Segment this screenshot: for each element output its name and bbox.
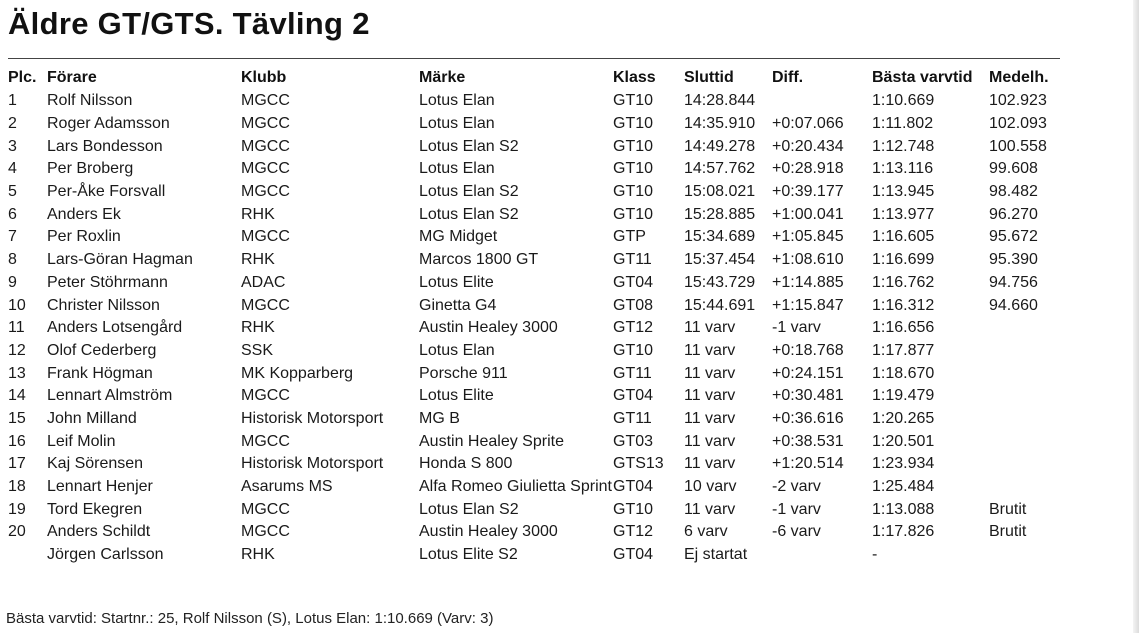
- cell-club: RHK: [241, 319, 275, 337]
- cell-class: GT12: [613, 319, 654, 337]
- cell-avg-speed: [989, 544, 1079, 567]
- cell-avg-speed: [989, 408, 1079, 431]
- cell-make: Lotus Elite: [419, 387, 494, 405]
- cell-avg-speed: [989, 430, 1079, 453]
- cell-time: 15:43.729: [684, 273, 756, 291]
- cell-best-lap: 1:16.762: [872, 273, 935, 291]
- cell-class: GT04: [613, 546, 654, 564]
- header-time: Sluttid: [684, 69, 734, 86]
- cell-plc: 4: [8, 160, 17, 178]
- cell-time: 11 varv: [684, 409, 736, 427]
- table-row: [4, 521, 1079, 544]
- cell-club: RHK: [241, 251, 275, 269]
- table-row: [4, 272, 1079, 295]
- cell-diff: +0:20.434: [772, 137, 844, 155]
- cell-time: 15:44.691: [684, 296, 756, 314]
- cell-diff: -2 varv: [772, 478, 821, 496]
- cell-driver: Peter Stöhrmann: [47, 273, 168, 291]
- cell-plc: 14: [8, 387, 26, 405]
- cell-best-lap: 1:16.605: [872, 228, 935, 246]
- cell-best-lap: 1:18.670: [872, 364, 935, 382]
- table-row: [4, 385, 1079, 408]
- cell-make: Alfa Romeo Giulietta Sprint: [419, 478, 612, 496]
- cell-plc: 5: [8, 183, 17, 201]
- cell-plc: 15: [8, 409, 26, 427]
- table-row: [4, 476, 1079, 499]
- cell-plc: 8: [8, 251, 17, 269]
- cell-avg-speed: Brutit: [989, 500, 1027, 518]
- table-row: [4, 158, 1079, 181]
- cell-plc: 11: [8, 319, 25, 337]
- cell-plc: 9: [8, 273, 17, 291]
- title-divider: [8, 58, 1060, 59]
- cell-avg-speed: 100.558: [989, 137, 1047, 155]
- table-row: [4, 181, 1079, 204]
- cell-time: 6 varv: [684, 523, 728, 541]
- cell-driver: Anders Ek: [47, 205, 121, 223]
- cell-driver: Kaj Sörensen: [47, 455, 144, 473]
- page-title: Äldre GT/GTS. Tävling 2: [8, 6, 370, 41]
- cell-best-lap: 1:16.656: [872, 319, 935, 337]
- cell-make: Lotus Elan: [419, 160, 495, 178]
- cell-diff: +0:36.616: [772, 409, 844, 427]
- cell-class: GTS13: [613, 455, 664, 473]
- cell-class: GT10: [613, 205, 654, 223]
- cell-diff: +1:20.514: [772, 455, 844, 473]
- cell-best-lap: 1:25.484: [872, 478, 935, 496]
- cell-diff: -1 varv: [772, 319, 821, 337]
- cell-best-lap: 1:19.479: [872, 387, 935, 405]
- cell-plc: 1: [8, 92, 17, 110]
- cell-make: Austin Healey 3000: [419, 319, 558, 337]
- cell-plc: 2: [8, 115, 17, 133]
- cell-plc: 10: [8, 296, 26, 314]
- cell-best-lap: 1:11.802: [872, 115, 934, 133]
- cell-time: 11 varv: [684, 387, 736, 405]
- cell-time: 11 varv: [684, 455, 736, 473]
- cell-club: MK Kopparberg: [241, 364, 354, 382]
- cell-avg-speed: [989, 317, 1079, 340]
- cell-plc: 17: [8, 455, 26, 473]
- cell-make: Lotus Elan S2: [419, 500, 519, 518]
- cell-club: Historisk Motorsport: [241, 409, 384, 427]
- header-row: [4, 66, 1079, 90]
- cell-driver: Frank Högman: [47, 364, 153, 382]
- best-lap-footer: Bästa varvtid: Startnr.: 25, Rolf Nilsson (S), Lotus Elan: 1:10.669 (Varv: 3): [6, 610, 494, 627]
- cell-class: GTP: [613, 228, 646, 246]
- cell-best-lap: 1:10.669: [872, 92, 935, 110]
- cell-make: Austin Healey 3000: [419, 523, 558, 541]
- cell-time: 15:08.021: [684, 183, 756, 201]
- table-row: [4, 226, 1079, 249]
- cell-driver: Lars Bondesson: [47, 137, 163, 155]
- table-row: [4, 249, 1079, 272]
- cell-diff: +0:39.177: [772, 183, 844, 201]
- table-row: [4, 294, 1079, 317]
- cell-club: MGCC: [241, 296, 290, 314]
- cell-club: MGCC: [241, 160, 290, 178]
- cell-make: Lotus Elan S2: [419, 183, 519, 201]
- cell-class: GT11: [613, 364, 652, 382]
- cell-plc: 20: [8, 523, 26, 541]
- cell-best-lap: 1:17.877: [872, 341, 935, 359]
- cell-diff: +1:14.885: [772, 273, 844, 291]
- cell-diff: +0:24.151: [772, 364, 844, 382]
- cell-time: 14:35.910: [684, 115, 756, 133]
- cell-driver: Per Roxlin: [47, 228, 121, 246]
- header-avg-speed: Medelh.: [989, 69, 1049, 86]
- cell-avg-speed: [989, 476, 1079, 499]
- cell-class: GT10: [613, 137, 654, 155]
- cell-class: GT10: [613, 183, 654, 201]
- cell-time: Ej startat: [684, 546, 748, 564]
- header-best-lap: Bästa varvtid: [872, 69, 973, 86]
- table-row: [4, 113, 1079, 136]
- header-plc: Plc.: [8, 69, 37, 86]
- cell-class: GT12: [613, 523, 654, 541]
- cell-time: 11 varv: [684, 432, 736, 450]
- cell-make: Ginetta G4: [419, 296, 497, 314]
- cell-driver: Per Broberg: [47, 160, 134, 178]
- cell-diff: +1:00.041: [772, 205, 844, 223]
- cell-best-lap: 1:23.934: [872, 455, 935, 473]
- table-row: [4, 408, 1079, 431]
- cell-avg-speed: [989, 362, 1079, 385]
- cell-avg-speed: 102.923: [989, 92, 1047, 110]
- cell-class: GT04: [613, 273, 654, 291]
- cell-plc: 16: [8, 432, 26, 450]
- header-club: Klubb: [241, 69, 287, 86]
- cell-driver: Lennart Henjer: [47, 478, 153, 496]
- results-table: [4, 66, 1079, 566]
- table-row: [4, 317, 1079, 340]
- cell-time: 11 varv: [684, 341, 736, 359]
- cell-club: MGCC: [241, 137, 290, 155]
- cell-club: MGCC: [241, 115, 290, 133]
- cell-driver: Lennart Almström: [47, 387, 173, 405]
- cell-avg-speed: 96.270: [989, 205, 1038, 223]
- page-edge-shadow: [1133, 0, 1139, 633]
- table-row: [4, 90, 1079, 113]
- cell-avg-speed: 94.660: [989, 296, 1038, 314]
- cell-make: Marcos 1800 GT: [419, 251, 539, 269]
- cell-best-lap: 1:20.501: [872, 432, 935, 450]
- cell-avg-speed: Brutit: [989, 523, 1027, 541]
- cell-best-lap: 1:13.977: [872, 205, 935, 223]
- cell-plc: 7: [8, 228, 17, 246]
- cell-best-lap: 1:20.265: [872, 409, 935, 427]
- table-row: [4, 430, 1079, 453]
- cell-diff: +0:30.481: [772, 387, 844, 405]
- cell-club: MGCC: [241, 523, 290, 541]
- cell-avg-speed: [989, 453, 1079, 476]
- cell-avg-speed: 102.093: [989, 115, 1047, 133]
- cell-driver: Roger Adamsson: [47, 115, 170, 133]
- cell-avg-speed: [989, 340, 1079, 363]
- cell-class: GT04: [613, 478, 654, 496]
- cell-avg-speed: 95.390: [989, 251, 1038, 269]
- cell-time: 11 varv: [684, 500, 736, 518]
- cell-best-lap: 1:16.312: [872, 296, 935, 314]
- cell-driver: Rolf Nilsson: [47, 92, 133, 110]
- cell-club: SSK: [241, 341, 274, 359]
- header-make: Märke: [419, 69, 466, 86]
- cell-club: RHK: [241, 546, 275, 564]
- cell-make: Lotus Elan: [419, 115, 495, 133]
- cell-time: 14:57.762: [684, 160, 756, 178]
- cell-time: 15:34.689: [684, 228, 756, 246]
- header-driver: Förare: [47, 69, 97, 86]
- cell-driver: Anders Schildt: [47, 523, 151, 541]
- table-row: [4, 498, 1079, 521]
- cell-plc: [4, 544, 47, 567]
- table-row: [4, 544, 1079, 567]
- cell-time: 10 varv: [684, 478, 737, 496]
- cell-club: MGCC: [241, 183, 290, 201]
- cell-diff: +0:18.768: [772, 341, 844, 359]
- cell-club: MGCC: [241, 500, 290, 518]
- table-row: [4, 135, 1079, 158]
- cell-class: GT10: [613, 341, 654, 359]
- table-row: [4, 340, 1079, 363]
- cell-diff: +0:28.918: [772, 160, 844, 178]
- cell-driver: John Milland: [47, 409, 137, 427]
- cell-diff: -1 varv: [772, 500, 821, 518]
- cell-best-lap: 1:13.088: [872, 500, 935, 518]
- cell-club: MGCC: [241, 432, 290, 450]
- cell-club: RHK: [241, 205, 275, 223]
- cell-make: Lotus Elite S2: [419, 546, 518, 564]
- cell-diff: +1:15.847: [772, 296, 844, 314]
- cell-driver: Anders Lotsengård: [47, 319, 183, 337]
- cell-avg-speed: 95.672: [989, 228, 1038, 246]
- cell-driver: Tord Ekegren: [47, 500, 143, 518]
- cell-club: Historisk Motorsport: [241, 455, 384, 473]
- cell-best-lap: 1:16.699: [872, 251, 935, 269]
- cell-make: MG B: [419, 409, 460, 427]
- cell-class: GT03: [613, 432, 654, 450]
- cell-class: GT11: [613, 409, 652, 427]
- cell-avg-speed: 94.756: [989, 273, 1038, 291]
- cell-club: ADAC: [241, 273, 286, 291]
- cell-club: Asarums MS: [241, 478, 333, 496]
- cell-class: GT08: [613, 296, 654, 314]
- cell-plc: 12: [8, 341, 26, 359]
- cell-avg-speed: [989, 385, 1079, 408]
- cell-class: GT10: [613, 160, 654, 178]
- table-row: [4, 453, 1079, 476]
- cell-avg-speed: 99.608: [989, 160, 1038, 178]
- cell-driver: Leif Molin: [47, 432, 116, 450]
- cell-diff: +1:05.845: [772, 228, 844, 246]
- cell-time: 11 varv: [684, 364, 736, 382]
- cell-diff: +0:07.066: [772, 115, 844, 133]
- cell-diff: [772, 90, 872, 113]
- cell-best-lap: 1:13.116: [872, 160, 934, 178]
- cell-diff: [772, 544, 872, 567]
- cell-make: Lotus Elan: [419, 341, 495, 359]
- header-class: Klass: [613, 69, 656, 86]
- cell-make: Lotus Elan S2: [419, 205, 519, 223]
- cell-time: 11 varv: [684, 319, 736, 337]
- cell-avg-speed: 98.482: [989, 183, 1038, 201]
- cell-club: MGCC: [241, 228, 290, 246]
- cell-driver: Jörgen Carlsson: [47, 546, 164, 564]
- cell-time: 15:28.885: [684, 205, 756, 223]
- cell-make: Austin Healey Sprite: [419, 432, 564, 450]
- table-row: [4, 362, 1079, 385]
- cell-best-lap: -: [872, 546, 878, 564]
- cell-diff: +0:38.531: [772, 432, 844, 450]
- cell-best-lap: 1:12.748: [872, 137, 935, 155]
- cell-class: GT10: [613, 92, 654, 110]
- cell-make: Lotus Elite: [419, 273, 494, 291]
- cell-make: Honda S 800: [419, 455, 513, 473]
- cell-class: GT04: [613, 387, 654, 405]
- cell-time: 14:28.844: [684, 92, 756, 110]
- cell-club: MGCC: [241, 387, 290, 405]
- cell-make: Porsche 911: [419, 364, 508, 382]
- cell-best-lap: 1:17.826: [872, 523, 935, 541]
- cell-plc: 3: [8, 137, 17, 155]
- cell-make: MG Midget: [419, 228, 498, 246]
- cell-driver: Olof Cederberg: [47, 341, 157, 359]
- cell-diff: -6 varv: [772, 523, 821, 541]
- cell-time: 14:49.278: [684, 137, 756, 155]
- table-row: [4, 203, 1079, 226]
- cell-driver: Lars-Göran Hagman: [47, 251, 193, 269]
- cell-plc: 18: [8, 478, 26, 496]
- cell-diff: +1:08.610: [772, 251, 844, 269]
- cell-time: 15:37.454: [684, 251, 756, 269]
- cell-driver: Christer Nilsson: [47, 296, 160, 314]
- cell-make: Lotus Elan: [419, 92, 495, 110]
- cell-make: Lotus Elan S2: [419, 137, 519, 155]
- header-diff: Diff.: [772, 69, 804, 86]
- cell-class: GT10: [613, 115, 654, 133]
- cell-driver: Per-Åke Forsvall: [47, 183, 166, 201]
- cell-plc: 19: [8, 500, 26, 518]
- cell-plc: 13: [8, 364, 26, 382]
- cell-plc: 6: [8, 205, 17, 223]
- cell-class: GT10: [613, 500, 654, 518]
- cell-class: GT11: [613, 251, 652, 269]
- cell-best-lap: 1:13.945: [872, 183, 935, 201]
- cell-club: MGCC: [241, 92, 290, 110]
